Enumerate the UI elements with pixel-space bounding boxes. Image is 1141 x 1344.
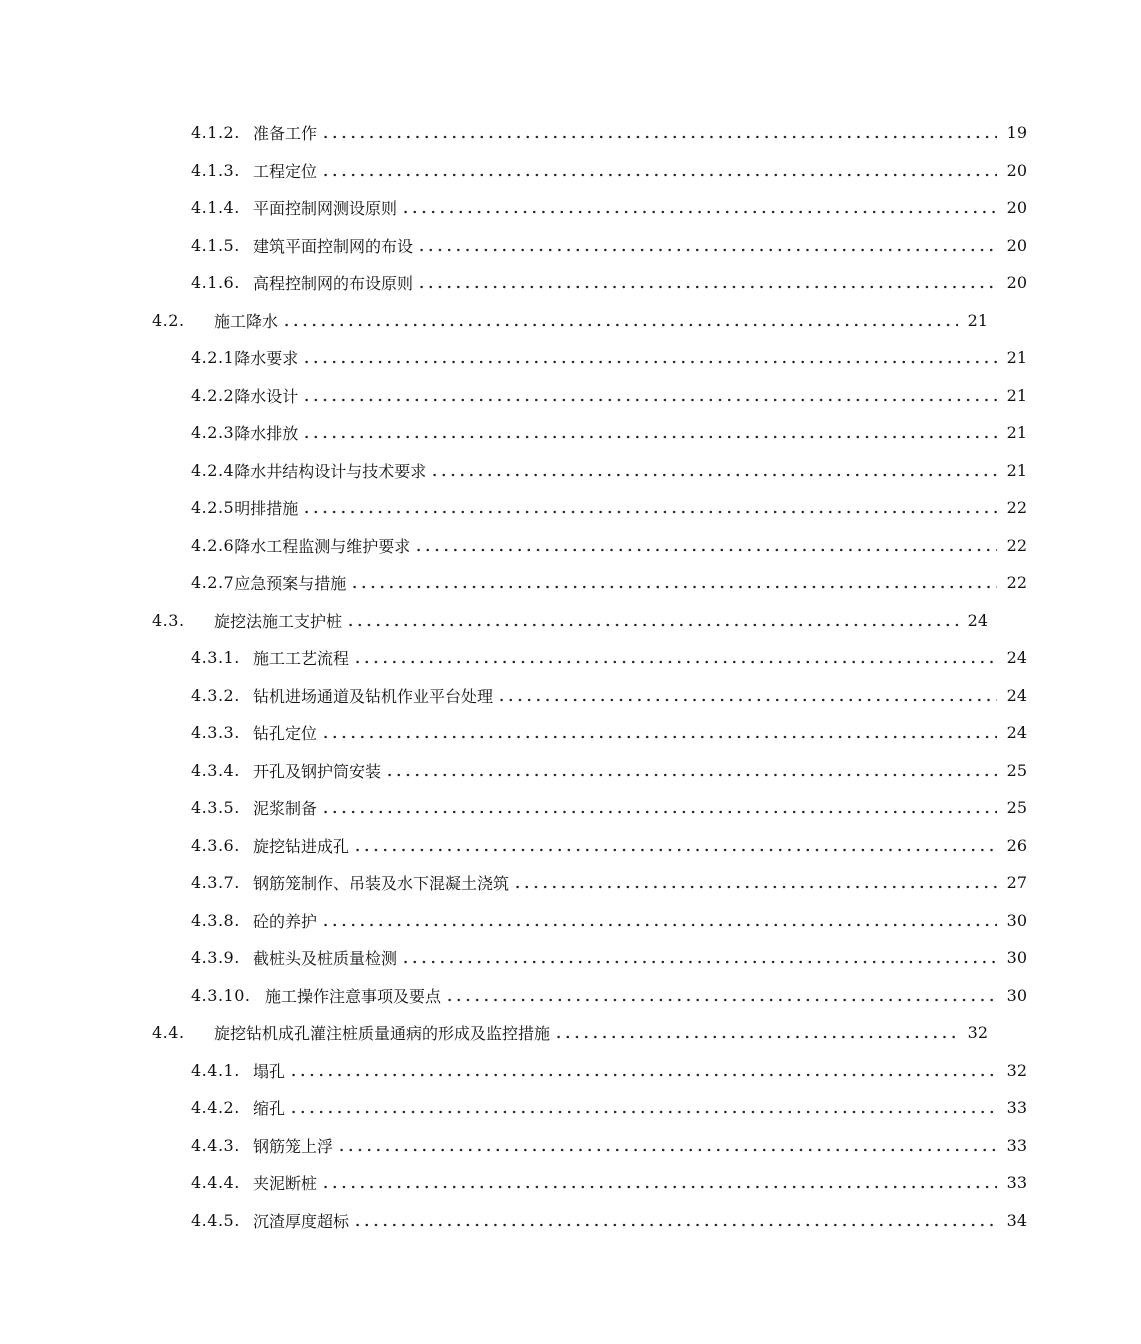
toc-entry-number: 4.3.8.	[191, 910, 240, 930]
toc-entry-page-number: 21	[967, 310, 988, 330]
dot-leader	[497, 697, 997, 703]
dot-leader	[282, 322, 958, 328]
toc-entry-number: 4.2.5	[191, 498, 235, 518]
toc-entry-page-number: 24	[1006, 648, 1027, 668]
toc-entry-number: 4.1.4.	[191, 198, 240, 218]
toc-entry-number: 4.4.3.	[191, 1135, 240, 1155]
toc-entry-number: 4.4.5.	[191, 1210, 240, 1230]
toc-entry[interactable]	[0, 752, 1141, 790]
toc-entry-title: 施工降水	[214, 311, 279, 331]
dot-leader	[554, 1034, 958, 1040]
toc-entry-number: 4.2.	[152, 310, 185, 330]
dot-leader	[430, 472, 997, 478]
toc-entry-title: 应急预案与措施	[234, 574, 347, 594]
toc-entry[interactable]	[0, 977, 1141, 1015]
toc-entry-page-number: 30	[1006, 910, 1027, 930]
toc-entry-number: 4.2.4	[191, 460, 235, 480]
dot-leader	[321, 172, 997, 178]
toc-entry-page-number: 24	[1006, 723, 1027, 743]
toc-entry[interactable]	[0, 527, 1141, 565]
toc-entry-number: 4.3.4.	[191, 760, 240, 780]
toc-entry-title: 开孔及钢护筒安装	[253, 761, 382, 781]
dot-leader	[417, 247, 997, 253]
toc-entry-title: 建筑平面控制网的布设	[253, 236, 414, 256]
toc-entry-title: 工程定位	[253, 161, 318, 181]
toc-entry-number: 4.3.7.	[191, 873, 240, 893]
toc-entry-number: 4.3.2.	[191, 685, 240, 705]
toc-entry-title: 旋挖钻机成孔灌注桩质量通病的形成及监控措施	[214, 1024, 551, 1044]
dot-leader	[417, 284, 997, 290]
toc-entry-number: 4.3.9.	[191, 948, 240, 968]
dot-leader	[353, 659, 997, 665]
toc-entry-page-number: 32	[1006, 1060, 1027, 1080]
toc-entry-number: 4.4.4.	[191, 1173, 240, 1193]
toc-entry-page-number: 25	[1006, 798, 1027, 818]
toc-entry[interactable]	[0, 1164, 1141, 1202]
dot-leader	[321, 1184, 997, 1190]
toc-entry-number: 4.2.1	[191, 348, 235, 368]
toc-entry[interactable]	[0, 414, 1141, 452]
dot-leader	[401, 959, 997, 965]
toc-entry-page-number: 30	[1006, 948, 1027, 968]
toc-entry-title: 降水工程监测与维护要求	[234, 536, 411, 556]
toc-entry-number: 4.1.5.	[191, 235, 240, 255]
toc-entry[interactable]	[0, 302, 1102, 340]
toc-entry-title: 泥浆制备	[253, 799, 318, 819]
dot-leader	[337, 1147, 997, 1153]
toc-entry-number: 4.3.5.	[191, 798, 240, 818]
toc-entry-number: 4.3.1.	[191, 648, 240, 668]
toc-entry-title: 施工操作注意事项及要点	[265, 986, 442, 1006]
toc-entry-page-number: 22	[1006, 535, 1027, 555]
toc-entry-page-number: 26	[1006, 835, 1027, 855]
toc-entry[interactable]	[0, 377, 1141, 415]
toc-entry-page-number: 24	[1006, 685, 1027, 705]
toc-entry-page-number: 22	[1006, 573, 1027, 593]
toc-entry-number: 4.2.6	[191, 535, 235, 555]
dot-leader	[350, 584, 997, 590]
dot-leader	[414, 547, 997, 553]
dot-leader	[289, 1109, 997, 1115]
dot-leader	[321, 922, 997, 928]
dot-leader	[353, 847, 997, 853]
toc-entry[interactable]	[0, 564, 1141, 602]
toc-entry-title: 降水要求	[234, 349, 299, 369]
dot-leader	[346, 622, 958, 628]
toc-entry-page-number: 32	[967, 1023, 988, 1043]
toc-entry-page-number: 20	[1006, 235, 1027, 255]
toc-entry-page-number: 21	[1006, 348, 1027, 368]
toc-entry-number: 4.1.6.	[191, 273, 240, 293]
toc-entry-title: 塌孔	[253, 1061, 286, 1081]
toc-entry[interactable]	[0, 1089, 1141, 1127]
toc-entry-page-number: 24	[967, 610, 988, 630]
toc-entry[interactable]	[0, 864, 1141, 902]
toc-entry-page-number: 22	[1006, 498, 1027, 518]
toc-entry-number: 4.2.2	[191, 385, 235, 405]
toc-entry[interactable]	[0, 1202, 1141, 1240]
toc-entry-title: 降水井结构设计与技术要求	[234, 461, 427, 481]
toc-entry-page-number: 21	[1006, 460, 1027, 480]
toc-entry[interactable]	[0, 714, 1141, 752]
toc-entry-number: 4.2.3	[191, 423, 235, 443]
toc-entry-page-number: 21	[1006, 385, 1027, 405]
toc-entry-number: 4.4.2.	[191, 1098, 240, 1118]
toc-entry-page-number: 33	[1006, 1098, 1027, 1118]
dot-leader	[302, 397, 997, 403]
toc-entry-page-number: 20	[1006, 160, 1027, 180]
dot-leader	[401, 209, 997, 215]
dot-leader	[321, 734, 997, 740]
toc-entry-title: 旋挖法施工支护桩	[214, 611, 343, 631]
toc-entry-page-number: 20	[1006, 273, 1027, 293]
toc-entry[interactable]	[0, 639, 1141, 677]
dot-leader	[445, 997, 997, 1003]
toc-entry[interactable]	[0, 1127, 1141, 1165]
dot-leader	[321, 134, 997, 140]
toc-entry[interactable]	[0, 489, 1141, 527]
toc-entry-title: 降水排放	[234, 424, 299, 444]
toc-entry[interactable]	[0, 939, 1141, 977]
toc-entry-page-number: 25	[1006, 760, 1027, 780]
toc-entry-title: 截桩头及桩质量检测	[253, 949, 398, 969]
toc-entry-page-number: 20	[1006, 198, 1027, 218]
toc-entry-title: 平面控制网测设原则	[253, 199, 398, 219]
toc-entry[interactable]	[0, 152, 1141, 190]
toc-entry[interactable]	[0, 1052, 1141, 1090]
toc-entry-title: 降水设计	[234, 386, 299, 406]
toc-entry[interactable]	[0, 189, 1141, 227]
toc-entry-page-number: 30	[1006, 985, 1027, 1005]
toc-entry-title: 沉渣厚度超标	[253, 1211, 350, 1231]
toc-entry[interactable]	[0, 114, 1141, 152]
toc-entry-number: 4.4.	[152, 1023, 185, 1043]
toc-entry-number: 4.1.2.	[191, 123, 240, 143]
toc-entry[interactable]	[0, 827, 1141, 865]
dot-leader	[302, 509, 997, 515]
toc-entry[interactable]	[0, 677, 1141, 715]
toc-entry-number: 4.3.	[152, 610, 185, 630]
toc-entry-number: 4.1.3.	[191, 160, 240, 180]
toc-entry-title: 砼的养护	[253, 911, 318, 931]
toc-entry-title: 缩孔	[253, 1099, 286, 1119]
toc-entry-title: 钻孔定位	[253, 724, 318, 744]
toc-entry-page-number: 33	[1006, 1135, 1027, 1155]
toc-entry[interactable]	[0, 789, 1141, 827]
toc-entry[interactable]	[0, 602, 1102, 640]
toc-entry-page-number: 33	[1006, 1173, 1027, 1193]
toc-entry-title: 钢筋笼上浮	[253, 1136, 334, 1156]
dot-leader	[385, 772, 997, 778]
toc-entry[interactable]	[0, 227, 1141, 265]
toc-entry-title: 旋挖钻进成孔	[253, 836, 350, 856]
toc-entry-title: 准备工作	[253, 124, 318, 144]
dot-leader	[321, 809, 997, 815]
toc-entry[interactable]	[0, 452, 1141, 490]
toc-entry-number: 4.4.1.	[191, 1060, 240, 1080]
dot-leader	[513, 884, 997, 890]
toc-entry[interactable]	[0, 339, 1141, 377]
toc-entry-page-number: 34	[1006, 1210, 1027, 1230]
toc-entry-number: 4.3.3.	[191, 723, 240, 743]
toc-entry-title: 明排措施	[234, 499, 299, 519]
toc-entry[interactable]	[0, 1014, 1102, 1052]
toc-entry-number: 4.3.6.	[191, 835, 240, 855]
toc-entry-title: 高程控制网的布设原则	[253, 274, 414, 294]
toc-entry[interactable]	[0, 264, 1141, 302]
dot-leader	[302, 434, 997, 440]
toc-entry-title: 夹泥断桩	[253, 1174, 318, 1194]
toc-entry-number: 4.3.10.	[191, 985, 251, 1005]
toc-entry-title: 钻机进场通道及钻机作业平台处理	[253, 686, 494, 706]
toc-entry-page-number: 27	[1006, 873, 1027, 893]
dot-leader	[302, 359, 997, 365]
toc-entry-number: 4.2.7	[191, 573, 235, 593]
toc-entry[interactable]	[0, 902, 1141, 940]
toc-entry-title: 钢筋笼制作、吊装及水下混凝土浇筑	[253, 874, 510, 894]
dot-leader	[289, 1072, 997, 1078]
toc-entry-page-number: 21	[1006, 423, 1027, 443]
toc-entry-title: 施工工艺流程	[253, 649, 350, 669]
toc-entry-page-number: 19	[1006, 123, 1027, 143]
dot-leader	[353, 1222, 997, 1228]
